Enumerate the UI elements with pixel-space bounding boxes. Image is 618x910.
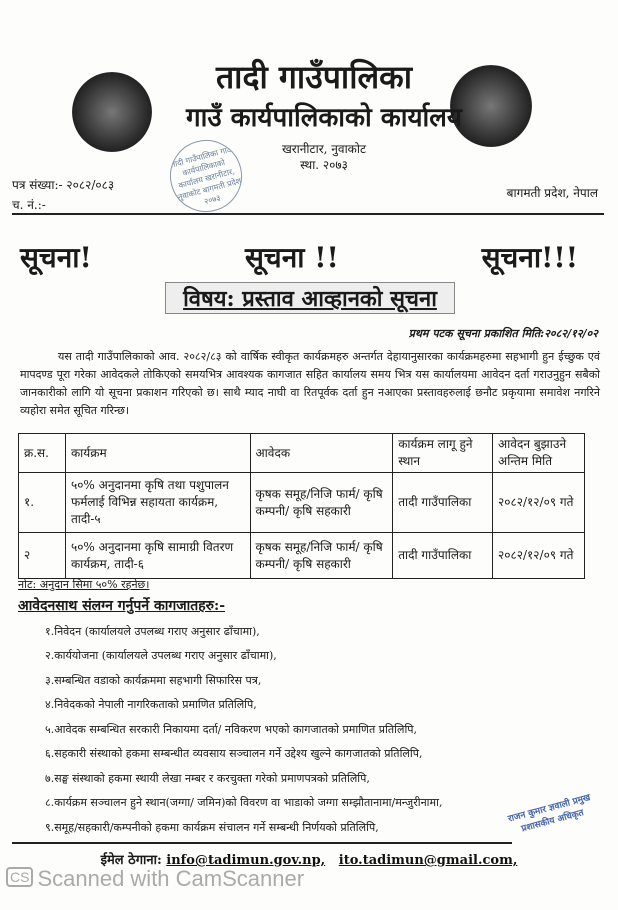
notice-word-2: सूचना !! [245, 241, 339, 274]
program-table [18, 433, 585, 579]
table-row [19, 533, 585, 579]
col-deadline: आवेदन बुझाउने अन्तिम मिति [493, 434, 585, 473]
table-header-row [19, 434, 585, 473]
notice-word-1: सूचना! [20, 241, 92, 274]
footer-divider [12, 842, 512, 844]
document-item: ८.कार्यक्रम सञ्चालन हुने स्थान(जग्गा/ जमिन)को विवरण वा भाडाको जग्गा सम्झौतानामा/मन्जुरीनामा, [45, 796, 443, 809]
table-row [19, 473, 585, 533]
province: बागमती प्रदेश, नेपाल [506, 186, 598, 200]
col-program: कार्यक्रम [65, 434, 250, 473]
cell-program: ५०% अनुदानमा कृषि तथा पशुपालन फर्मलाई विभिन्न सहायता कार्यक्रम, तादी-५ [65, 473, 250, 533]
cell-location: तादी गाउँपालिका [393, 533, 493, 579]
document-item: ३.सम्बन्धित वडाको कार्यक्रममा सहभागी सिफारिस पत्र, [45, 674, 262, 687]
document-item: ४.निवेदकको नेपाली नागरिकताको प्रमाणित प्रतिलिपि, [45, 698, 257, 711]
office-title: तादी गाउँपालिका [215, 58, 413, 96]
established-year: स्था. २०७३ [300, 158, 348, 172]
cell-applicant: कृषक समूह/निजि फार्म/ कृषि कम्पनी/ कृषि सहकारी [250, 533, 393, 579]
letter-number: पत्र संख्या:- २०८२/०८३ [12, 178, 115, 192]
col-sn: क्र.स. [19, 434, 66, 473]
cell-sn: २ [19, 533, 66, 579]
office-address: खरानीटार, नुवाकोट [281, 142, 367, 156]
document-item: ७.सङ्घ संस्थाको हकमा स्थायी लेखा नम्बर र करचुक्ता गरेको प्रमाणपत्रको प्रतिलिपि, [45, 772, 370, 785]
cell-program: ५०% अनुदानमा कृषि सामाग्री वितरण कार्यक्रम, तादी-६ [65, 533, 250, 579]
documents-heading: आवेदनसाथ संलग्न गर्नुपर्ने कागजातहरु:- [18, 598, 226, 614]
subject-heading: विषय: प्रस्ताव आव्हानको सूचना [165, 282, 455, 314]
camscanner-watermark [6, 866, 304, 892]
cell-deadline: २०८२/१२/०९ गते [493, 473, 585, 533]
document-item: ५.आवेदक सम्बन्धित सरकारी निकायमा दर्ता/ नविकरण भएको कागजातको प्रमाणित प्रतिलिपि, [45, 723, 418, 736]
email-link-info[interactable]: info@tadimun.gov.np, [166, 853, 326, 868]
office-subtitle: गाउँ कार्यपालिकाको कार्यालय [186, 103, 462, 133]
document-item: ९.समूह/सहकारी/कम्पनीको हकमा कार्यक्रम संचालन गर्ने सम्बन्धी निर्णयको प्रतिलिपि, [45, 821, 379, 834]
cell-sn: १. [19, 473, 66, 533]
document-item: ६.सहकारी संस्थाको हकमा सम्बन्धीत व्यवसाय सञ्चालन गर्ने उद्देश्य खुल्ने कागजातको प्रतिलिपि, [45, 747, 423, 760]
cell-location: तादी गाउँपालिका [393, 473, 493, 533]
stamp-text: तादी गाउँपालिका गाउँ कार्यपालिकाको कार्यालय खरानीटार, नुवाकोट बागमती प्रदेश २०७३ [169, 144, 243, 207]
camscanner-text: Scanned with CamScanner [37, 866, 305, 891]
subsidy-note: नोट: अनुदान सिमा ५०% रहनेछ। [18, 578, 150, 591]
camscanner-logo: CS [6, 867, 33, 887]
col-location: कार्यक्रम लागू हुने स्थान [393, 434, 493, 473]
document-item: २.कार्ययोजना (कार्यालयले उपलब्ध गराए अनुसार ढाँचामा), [45, 649, 277, 662]
cell-applicant: कृषक समूह/निजि फार्म/ कृषि कम्पनी/ कृषि सहकारी [250, 473, 393, 533]
notice-body: यस तादी गाउँपालिकाको आव. २०८२/८३ को वार्षिक स्वीकृत कार्यक्रमहरु अन्तर्गत देहायानुसारका कार्यक्रमहरुमा सहभागी हुन ईच्छुक एवं मापदण्ड पूरा गरेका आवेदकले तोकिएको समयभित्र आवश्यक कागजात सहित कार्यालय समय भित्र यस कार्यालयमा आवेदन दर्ता गराउनुहुन सबैको जानकारीको लागि यो सूचना प्रकाशन गरिएको छ। साथै म्याद नाघी वा रितपूर्वक दर्ता हुन नआएका प्रस्तावहरुलाई छनौट प्रकृयामा समावेश नगरिने व्यहोरा समेत सूचित गरिन्छ। [20, 350, 600, 417]
header-divider [12, 213, 604, 215]
dispatch-number: च. नं.:- [12, 198, 46, 212]
col-applicant: आवेदक [250, 434, 393, 473]
cell-deadline: २०८२/१२/०९ गते [493, 533, 585, 579]
publish-date: प्रथम पटक सूचना प्रकाशित मिति:२०८२/१२/०२ [408, 327, 598, 340]
notice-word-3: सूचना!!! [481, 241, 578, 274]
email-link-ito[interactable]: ito.tadimun@gmail.com, [338, 853, 518, 868]
email-label: ईमेल ठेगाना: [100, 853, 162, 868]
document-item: १.निवेदन (कार्यालयले उपलब्ध गराए अनुसार ढाँचामा), [45, 625, 260, 638]
signature-text: राजन कुमार ज्ञवाली प्रमुख प्रशासकीय अधिकृत [507, 792, 592, 835]
